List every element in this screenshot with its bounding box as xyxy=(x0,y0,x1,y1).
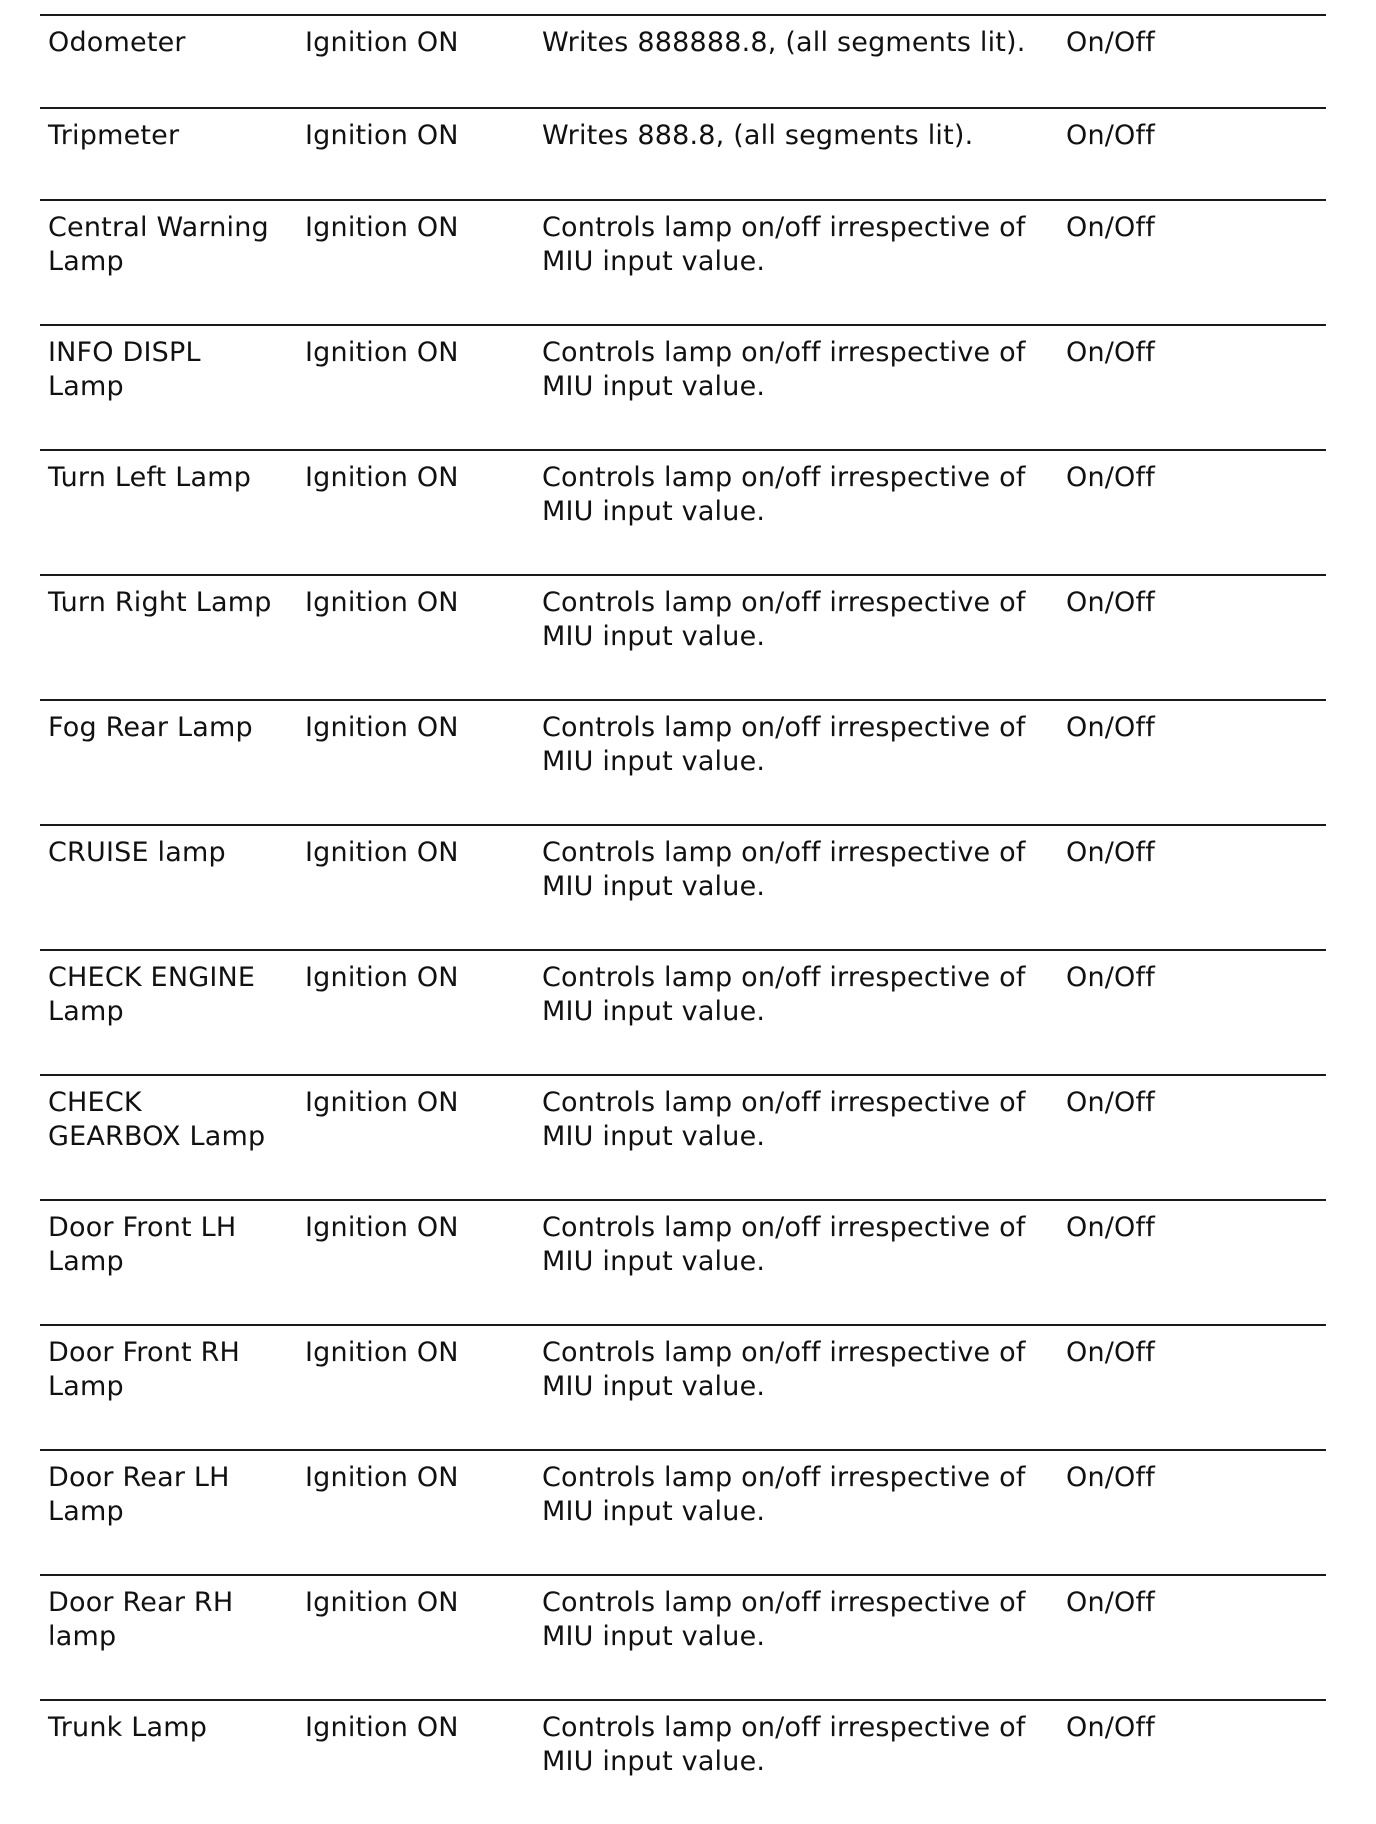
table-row xyxy=(40,949,1326,1074)
condition: Ignition ON xyxy=(305,1462,459,1493)
description: Controls lamp on/off irrespective of MIU input value. xyxy=(542,462,1026,527)
condition: Ignition ON xyxy=(305,1087,459,1118)
description: Controls lamp on/off irrespective of MIU input value. xyxy=(542,1337,1026,1402)
state: On/Off xyxy=(1066,462,1155,493)
state: On/Off xyxy=(1066,337,1155,368)
state: On/Off xyxy=(1066,1212,1155,1243)
signal-name: INFO DISPL Lamp xyxy=(48,337,201,402)
condition: Ignition ON xyxy=(305,1712,459,1743)
condition: Ignition ON xyxy=(305,837,459,868)
description: Controls lamp on/off irrespective of MIU input value. xyxy=(542,1212,1026,1277)
table-row xyxy=(40,324,1326,449)
condition: Ignition ON xyxy=(305,1212,459,1243)
table-row xyxy=(40,1074,1326,1199)
signal-name: CHECK GEARBOX Lamp xyxy=(48,1087,266,1152)
description: Controls lamp on/off irrespective of MIU input value. xyxy=(542,962,1026,1027)
condition: Ignition ON xyxy=(305,1337,459,1368)
condition: Ignition ON xyxy=(305,27,459,58)
table-row xyxy=(40,824,1326,949)
signal-name: Central Warning Lamp xyxy=(48,212,269,277)
condition: Ignition ON xyxy=(305,212,459,243)
table-row xyxy=(40,1199,1326,1324)
signal-name: Tripmeter xyxy=(48,120,180,151)
condition: Ignition ON xyxy=(305,712,459,743)
signal-name: Trunk Lamp xyxy=(48,1712,208,1743)
table-row xyxy=(40,107,1326,199)
description: Controls lamp on/off irrespective of MIU input value. xyxy=(542,712,1026,777)
state: On/Off xyxy=(1066,212,1155,243)
table-row xyxy=(40,699,1326,824)
signal-name: Turn Left Lamp xyxy=(48,462,252,493)
description: Controls lamp on/off irrespective of MIU input value. xyxy=(542,1587,1026,1652)
description: Writes 888888.8, (all segments lit). xyxy=(542,27,1026,58)
table-row xyxy=(40,574,1326,699)
state: On/Off xyxy=(1066,1587,1155,1618)
signal-name: CRUISE lamp xyxy=(48,837,226,868)
state: On/Off xyxy=(1066,837,1155,868)
state: On/Off xyxy=(1066,1337,1155,1368)
table-row xyxy=(40,14,1326,107)
table-row xyxy=(40,1324,1326,1449)
state: On/Off xyxy=(1066,1087,1155,1118)
state: On/Off xyxy=(1066,587,1155,618)
table-row xyxy=(40,449,1326,574)
signal-name: Turn Right Lamp xyxy=(48,587,272,618)
description: Controls lamp on/off irrespective of MIU input value. xyxy=(542,837,1026,902)
signal-name: Odometer xyxy=(48,27,186,58)
condition: Ignition ON xyxy=(305,120,459,151)
condition: Ignition ON xyxy=(305,337,459,368)
state: On/Off xyxy=(1066,1712,1155,1743)
table-row xyxy=(40,1699,1326,1824)
description: Controls lamp on/off irrespective of MIU input value. xyxy=(542,212,1026,277)
condition: Ignition ON xyxy=(305,587,459,618)
description: Controls lamp on/off irrespective of MIU input value. xyxy=(542,337,1026,402)
table-row xyxy=(40,199,1326,324)
signal-name: CHECK ENGINE Lamp xyxy=(48,962,256,1027)
table-row xyxy=(40,1574,1326,1699)
description: Controls lamp on/off irrespective of MIU input value. xyxy=(542,1087,1026,1152)
condition: Ignition ON xyxy=(305,1587,459,1618)
description: Controls lamp on/off irrespective of MIU input value. xyxy=(542,1712,1026,1777)
signal-name: Door Front RH Lamp xyxy=(48,1337,241,1402)
description: Controls lamp on/off irrespective of MIU input value. xyxy=(542,1462,1026,1527)
description: Controls lamp on/off irrespective of MIU input value. xyxy=(542,587,1026,652)
state: On/Off xyxy=(1066,27,1155,58)
condition: Ignition ON xyxy=(305,462,459,493)
signal-name: Door Front LH Lamp xyxy=(48,1212,237,1277)
condition: Ignition ON xyxy=(305,962,459,993)
signal-name: Fog Rear Lamp xyxy=(48,712,253,743)
state: On/Off xyxy=(1066,712,1155,743)
state: On/Off xyxy=(1066,1462,1155,1493)
table-row xyxy=(40,1449,1326,1574)
signal-name: Door Rear LH Lamp xyxy=(48,1462,230,1527)
state: On/Off xyxy=(1066,962,1155,993)
signal-name: Door Rear RH lamp xyxy=(48,1587,234,1652)
function-table xyxy=(40,14,1326,1824)
description: Writes 888.8, (all segments lit). xyxy=(542,120,974,151)
state: On/Off xyxy=(1066,120,1155,151)
